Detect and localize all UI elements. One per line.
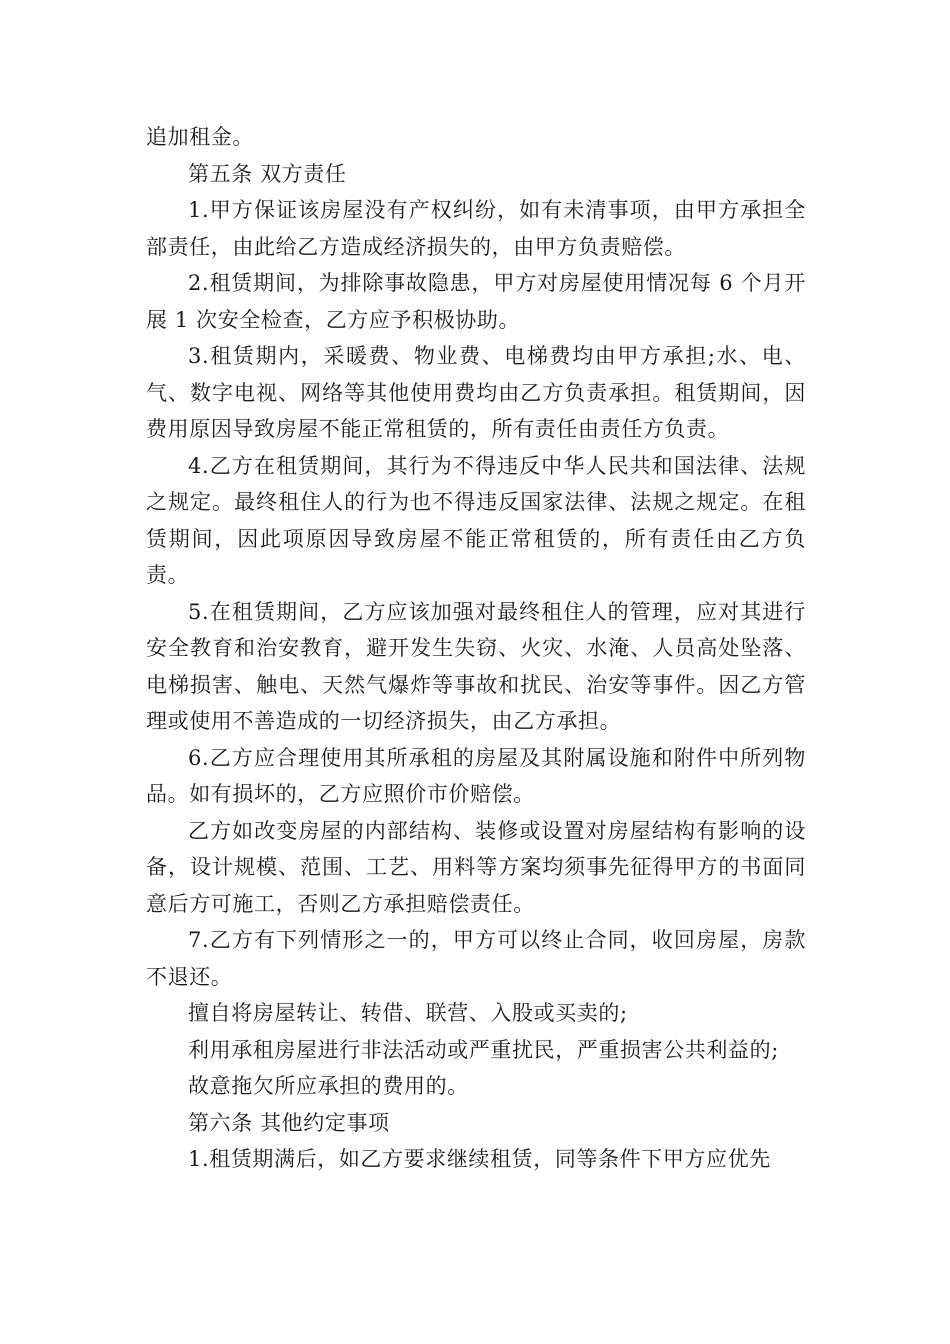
section-heading-article-6: 第六条 其他约定事项 bbox=[188, 1110, 390, 1135]
clause-5-3: 3.租赁期内，采暖费、物业费、电梯费均由甲方承担;水、电、气、数字电视、网络等其他使用费均由乙方负责承担。租赁期间，因费用原因导致房屋不能正常租赁的，所有责任由责任方负责。 bbox=[146, 344, 806, 441]
clause-5-2: 2.租赁期间，为排除事故隐患，甲方对房屋使用情况每 6 个月开展 1 次安全检查，乙方应予积极协助。 bbox=[146, 271, 806, 332]
paragraph-continuation: 追加租金。 bbox=[146, 125, 254, 149]
clause-5-6: 6.乙方应合理使用其所承租的房屋及其附属设施和附件中所列物品。如有损坏的，乙方应照价市价赔偿。 bbox=[146, 745, 806, 806]
section-heading-article-5: 第五条 双方责任 bbox=[188, 161, 347, 186]
clause-5-1: 1.甲方保证该房屋没有产权纠纷，如有未清事项，由甲方承担全部责任，由此给乙方造成经济损失的，由甲方负责赔偿。 bbox=[146, 198, 806, 259]
clause-5-7-item-2: 利用承租房屋进行非法活动或严重扰民，严重损害公共利益的; bbox=[188, 1037, 779, 1062]
clause-5-5: 5.在租赁期间，乙方应该加强对最终租住人的管理，应对其进行安全教育和治安教育，避开发生失窃、火灾、水淹、人员高处坠落、电梯损害、触电、天然气爆炸等事故和扰民、治安等事件。因乙方管理或使用不善造成的一切经济损失，由乙方承担。 bbox=[146, 599, 806, 733]
clause-5-4: 4.乙方在租赁期间，其行为不得违反中华人民共和国法律、法规之规定。最终租住人的行为也不得违反国家法律、法规之规定。在租赁期间，因此项原因导致房屋不能正常租赁的，所有责任由乙方负责。 bbox=[146, 453, 806, 587]
clause-5-6-supplement: 乙方如改变房屋的内部结构、装修或设置对房屋结构有影响的设备，设计规模、范围、工艺、用料等方案均须事先征得甲方的书面同意后方可施工，否则乙方承担赔偿责任。 bbox=[146, 818, 806, 916]
clause-6-1: 1.租赁期满后，如乙方要求继续租赁，同等条件下甲方应优先 bbox=[188, 1147, 771, 1171]
clause-5-7: 7.乙方有下列情形之一的，甲方可以终止合同，收回房屋，房款不退还。 bbox=[146, 928, 806, 989]
document-body bbox=[146, 119, 806, 1178]
clause-5-7-item-3: 故意拖欠所应承担的费用的。 bbox=[188, 1074, 469, 1098]
clause-5-7-item-1: 擅自将房屋转让、转借、联营、入股或买卖的; bbox=[188, 1001, 628, 1025]
